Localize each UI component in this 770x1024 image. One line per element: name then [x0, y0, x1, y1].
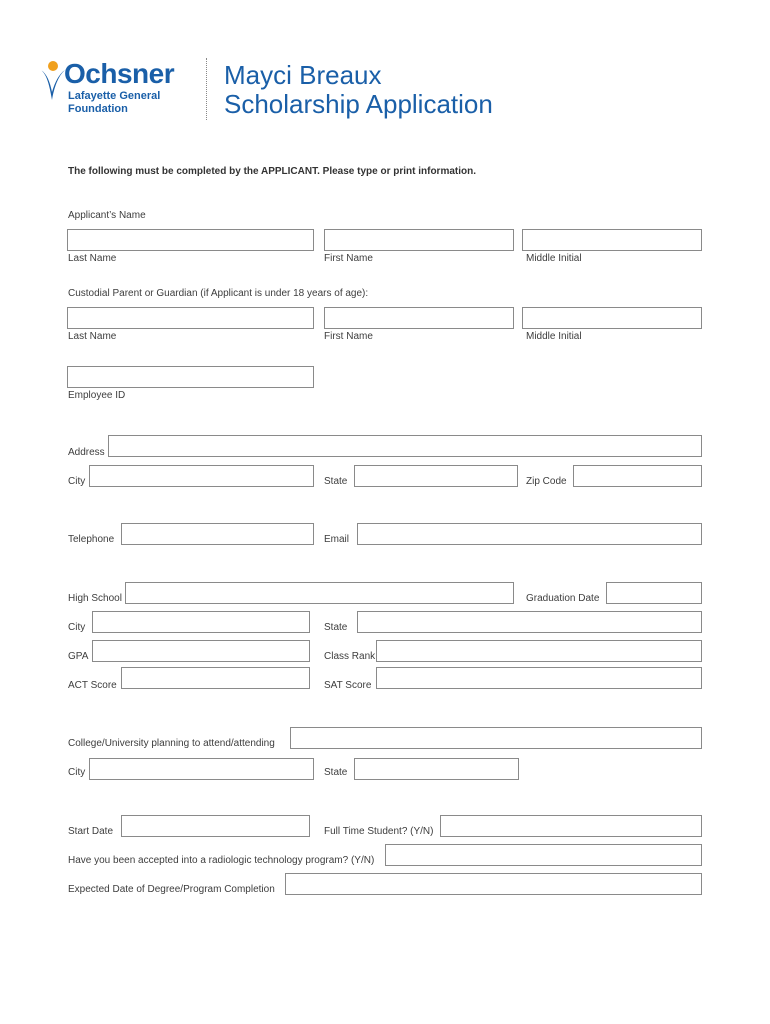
guardian-heading: Custodial Parent or Guardian (if Applicant is under 18 years of age): — [68, 288, 369, 299]
zip-code-label: Zip Code — [526, 476, 567, 487]
expected-completion-input[interactable] — [285, 873, 702, 895]
college-city-label: City — [68, 767, 86, 778]
college-city-input[interactable] — [89, 758, 314, 780]
gpa-label: GPA — [68, 651, 89, 662]
college-state-input[interactable] — [354, 758, 519, 780]
email-input[interactable] — [357, 523, 702, 545]
applicant-middle-initial-input[interactable] — [522, 229, 702, 251]
gpa-input[interactable] — [92, 640, 310, 662]
college-state-label: State — [324, 767, 348, 778]
act-score-label: ACT Score — [68, 680, 117, 691]
start-date-label: Start Date — [68, 826, 114, 837]
guardian-last-name-label: Last Name — [68, 331, 117, 342]
guardian-first-name-label: First Name — [324, 331, 373, 342]
header-divider — [206, 58, 207, 120]
logo-subtitle-1: Lafayette General — [68, 90, 161, 102]
school-city-input[interactable] — [92, 611, 310, 633]
class-rank-input[interactable] — [376, 640, 702, 662]
act-score-input[interactable] — [121, 667, 310, 689]
applicant-name-heading: Applicant’s Name — [68, 210, 146, 221]
city-input[interactable] — [89, 465, 314, 487]
applicant-first-name-input[interactable] — [324, 229, 514, 251]
sat-score-label: SAT Score — [324, 680, 372, 691]
email-label: Email — [324, 534, 350, 545]
telephone-input[interactable] — [121, 523, 314, 545]
page-title-line2: Scholarship Application — [224, 89, 493, 119]
telephone-label: Telephone — [68, 534, 115, 545]
employee-id-label: Employee ID — [68, 390, 126, 401]
expected-completion-label: Expected Date of Degree/Program Completion — [68, 884, 275, 895]
sat-score-input[interactable] — [376, 667, 702, 689]
guardian-last-name-input[interactable] — [67, 307, 314, 329]
instructions: The following must be completed by the APPLICANT. Please type or print information. — [68, 166, 477, 177]
zip-code-input[interactable] — [573, 465, 702, 487]
high-school-input[interactable] — [125, 582, 514, 604]
guardian-middle-initial-input[interactable] — [522, 307, 702, 329]
full-time-label: Full Time Student? (Y/N) — [324, 826, 434, 837]
logo-subtitle-2: Foundation — [68, 103, 128, 115]
school-city-label: City — [68, 622, 86, 633]
applicant-last-name-input[interactable] — [67, 229, 314, 251]
graduation-date-label: Graduation Date — [526, 593, 600, 604]
applicant-middle-initial-label: Middle Initial — [526, 253, 582, 264]
page-title-line1: Mayci Breaux — [224, 60, 382, 90]
state-label: State — [324, 476, 348, 487]
state-input[interactable] — [354, 465, 518, 487]
accepted-program-input[interactable] — [385, 844, 702, 866]
city-label: City — [68, 476, 86, 487]
applicant-last-name-label: Last Name — [68, 253, 117, 264]
address-label: Address — [68, 447, 105, 458]
school-state-input[interactable] — [357, 611, 702, 633]
ochsner-logo-icon — [40, 60, 66, 102]
class-rank-label: Class Rank — [324, 651, 376, 662]
college-input[interactable] — [290, 727, 702, 749]
employee-id-input[interactable] — [67, 366, 314, 388]
full-time-input[interactable] — [440, 815, 702, 837]
graduation-date-input[interactable] — [606, 582, 702, 604]
college-label: College/University planning to attend/attending — [68, 738, 275, 749]
logo-wordmark: Ochsner — [64, 58, 175, 89]
high-school-label: High School — [68, 593, 122, 604]
school-state-label: State — [324, 622, 348, 633]
start-date-input[interactable] — [121, 815, 310, 837]
address-input[interactable] — [108, 435, 702, 457]
guardian-first-name-input[interactable] — [324, 307, 514, 329]
applicant-first-name-label: First Name — [324, 253, 373, 264]
guardian-middle-initial-label: Middle Initial — [526, 331, 582, 342]
accepted-program-label: Have you been accepted into a radiologic technology program? (Y/N) — [68, 855, 375, 866]
